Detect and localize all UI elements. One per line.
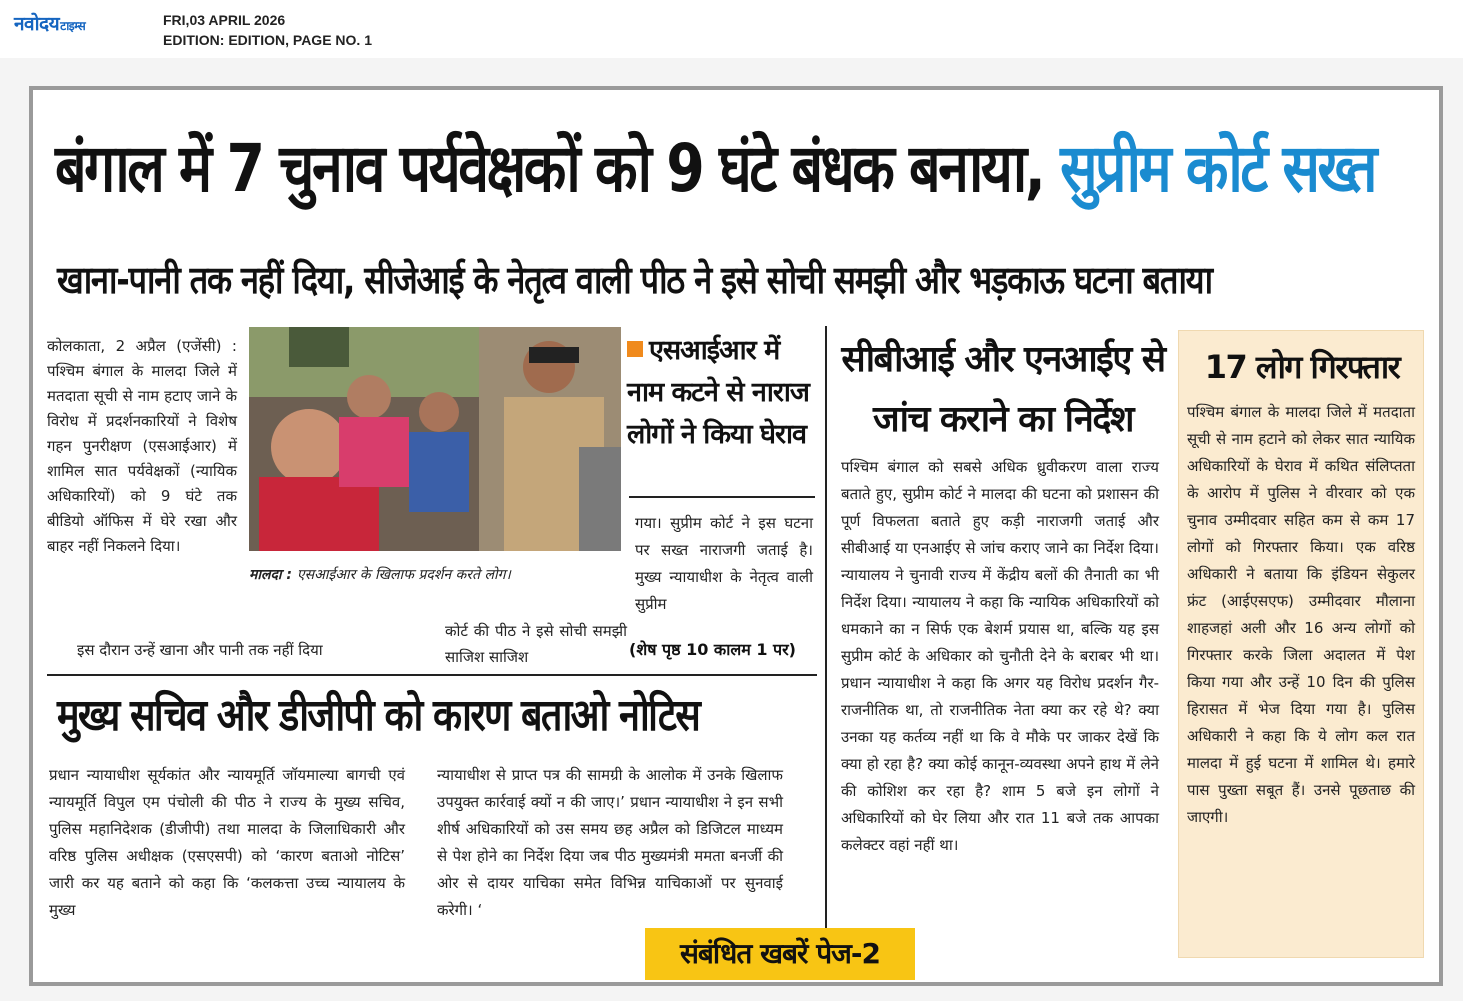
arrest-headline: 17 लोग गिरफ्तार — [1204, 348, 1400, 386]
side-head-rule — [629, 496, 815, 498]
notice-col-2: न्यायाधीश से प्राप्त पत्र की सामग्री के आलोक में उनके खिलाफ उपयुक्त कार्रवाई क्यों न की जाए।’ प्रधान न्यायाधीश ने इन सभी शीर्ष अधिकारियों को उस समय छह अप्रैल को डिजिटल माध्यम से पेश होने का निर्देश दिया जब पीठ मुख्यमंत्री ममता बनर्जी की ओर से दायर याचिका समेत विभिन्न याचिकाओं पर सुनवाई करेगी। ‘ — [437, 766, 783, 919]
edition-info — [163, 10, 372, 50]
related-news-banner[interactable]: संबंधित खबरें पेज-2 — [645, 928, 915, 980]
logo-sub: टाइम्स — [60, 19, 86, 33]
arrest-box — [1178, 330, 1424, 958]
newspaper-page — [29, 86, 1443, 986]
cbi-headline: सीबीआई और एनआईए से जांच कराने का निर्देश — [841, 339, 1165, 440]
orange-bullet-icon — [627, 341, 643, 357]
cbi-story-body: पश्चिम बंगाल को सबसे अधिक ध्रुवीकरण वाला राज्य बताते हुए, सुप्रीम कोर्ट ने मालदा की घटना को प्रशासन की पूर्ण विफलता बताते हुए कड़ी नाराजगी जताई और सीबीआई या एनआईए से जांच कराए जाने का निर्देश दिया। न्यायालय ने चुनावी राज्य में केंद्रीय बलों की तैनाती का भी निर्देश दिया। न्यायालय ने कहा कि न्यायिक अधिकारियों को धमकाने का न सिर्फ एक बेशर्म प्रयास था, बल्कि यह इस सुप्रीम कोर्ट के अधिकार को चुनौती देने के बराबर भी था। प्रधान न्यायाधीश ने कहा कि अगर यह विरोध प्रदर्शन गैर-राजनीतिक था, तो राजनीतिक नेता क्या कर रहे थे? क्या उनका यह कर्तव्य नहीं था कि वे मौके पर जाकर देखें कि क्या हो रहा है? क्या कोई कानून-व्यवस्था अपने हाथ में लेने की कोशिश कर रहा है? शाम 5 बजे इन लोगों ने अधिकारियों को घेर लिया और रात 11 बजे तक आपका कलेक्टर वहां नहीं था। — [841, 458, 1159, 854]
continued-note: (शेष पृष्ठ 10 कालम 1 पर) — [629, 640, 796, 659]
protest-photo — [249, 327, 621, 551]
newspaper-logo[interactable] — [14, 10, 85, 36]
notice-headline: मुख्य सचिव और डीजीपी को कारण बताओ नोटिस — [57, 690, 700, 741]
main-headline-text: बंगाल में 7 चुनाव पर्यवेक्षकों को 9 घंटे बंधक बनाया, — [55, 130, 1061, 207]
notice-col-1: प्रधान न्यायाधीश सूर्यकांत और न्यायमूर्ति जॉयमाल्या बागची एवं न्यायमूर्ति विपुल एम पंचोली की पीठ ने राज्य के मुख्य सचिव, पुलिस महानिदेशक (डीजीपी) तथा मालदा के जिलाधिकारी और वरिष्ठ पुलिस अधीक्षक (एसएसपी) को ‘कारण बताओ नोटिस’ जारी कर यह बताने को कहा कि ‘कलकत्ता उच्च न्यायालय के मुख्य — [49, 766, 405, 919]
lead-story-body: कोलकाता, 2 अप्रैल (एजेंसी) : पश्चिम बंगाल के मालदा जिले में मतदाता सूची से नाम हटाए जाने के विरोध में प्रदर्शनकारियों ने विशेष गहन पुनरीक्षण (एसआईआर) में शामिल सात पर्यवेक्षकों (न्यायिक अधिकारियों) को 9 घंटे तक बीडियो ऑफिस में घेरे रखा और बाहर नहीं निकलने दिया। — [47, 337, 237, 555]
edition-date: FRI,03 APRIL 2026 — [163, 12, 286, 28]
top-bar — [0, 0, 1463, 58]
arrest-body: पश्चिम बंगाल के मालदा जिले में मतदाता सूची से नाम हटाने को लेकर सात न्यायिक अधिकारियों के घेराव में कथित संलिप्तता के आरोप में पुलिस ने वीरवार को एक चुनाव उम्मीदवार सहित कम से कम 17 लोगों को गिरफ्तार किया। एक वरिष्ठ अधिकारी ने बताया कि इंडियन सेकुलर फ्रंट (आईएसएफ) उम्मीदवार मौलाना शाहजहां अली और 16 अन्य लोगों को गिरफ्तार करके जिला अदालत में पेश किया गया और उन्हें 10 दिन की पुलिस हिरासत में भेज दिया गया है। पुलिस अधिकारी ने कहा कि ये लोग कल रात मालदा में हुई घटना में शामिल थे। हमारे पास पुख्ता सबूत हैं। उनसे पूछताछ की जाएगी। — [1187, 403, 1415, 826]
protest-photo-image — [249, 327, 621, 551]
sub-headline: खाना-पानी तक नहीं दिया, सीजेआई के नेतृत्व वाली पीठ ने इसे सोची समझी और भड़काऊ घटना बताया — [57, 258, 1212, 302]
photo-caption — [249, 565, 631, 584]
edition-page: EDITION: EDITION, PAGE NO. 1 — [163, 32, 372, 48]
side-story-body-2: कोर्ट की पीठ ने इसे सोची समझी साजिश साजिश — [445, 622, 627, 666]
main-headline — [55, 124, 1375, 214]
logo-main: नवोदय — [14, 13, 60, 35]
side-headline-text: एसआईआर में नाम कटने से नाराज लोगों ने किया घेराव — [627, 335, 809, 450]
lead-story-body-2: इस दौरान उन्हें खाना और पानी तक नहीं दिया — [77, 641, 323, 659]
side-headline — [627, 330, 819, 456]
main-headline-highlight: सुप्रीम कोर्ट सख्त — [1060, 130, 1375, 207]
section-rule — [47, 674, 817, 676]
side-story-body: गया। सुप्रीम कोर्ट ने इस घटना पर सख्त नाराजगी जताई है। मुख्य न्यायाधीश के नेतृत्व वाली सुप्रीम — [635, 514, 813, 613]
photo-caption-place: मालदा : — [249, 567, 297, 583]
column-rule — [825, 326, 827, 956]
photo-caption-text: एसआईआर के खिलाफ प्रदर्शन करते लोग। — [296, 567, 511, 583]
